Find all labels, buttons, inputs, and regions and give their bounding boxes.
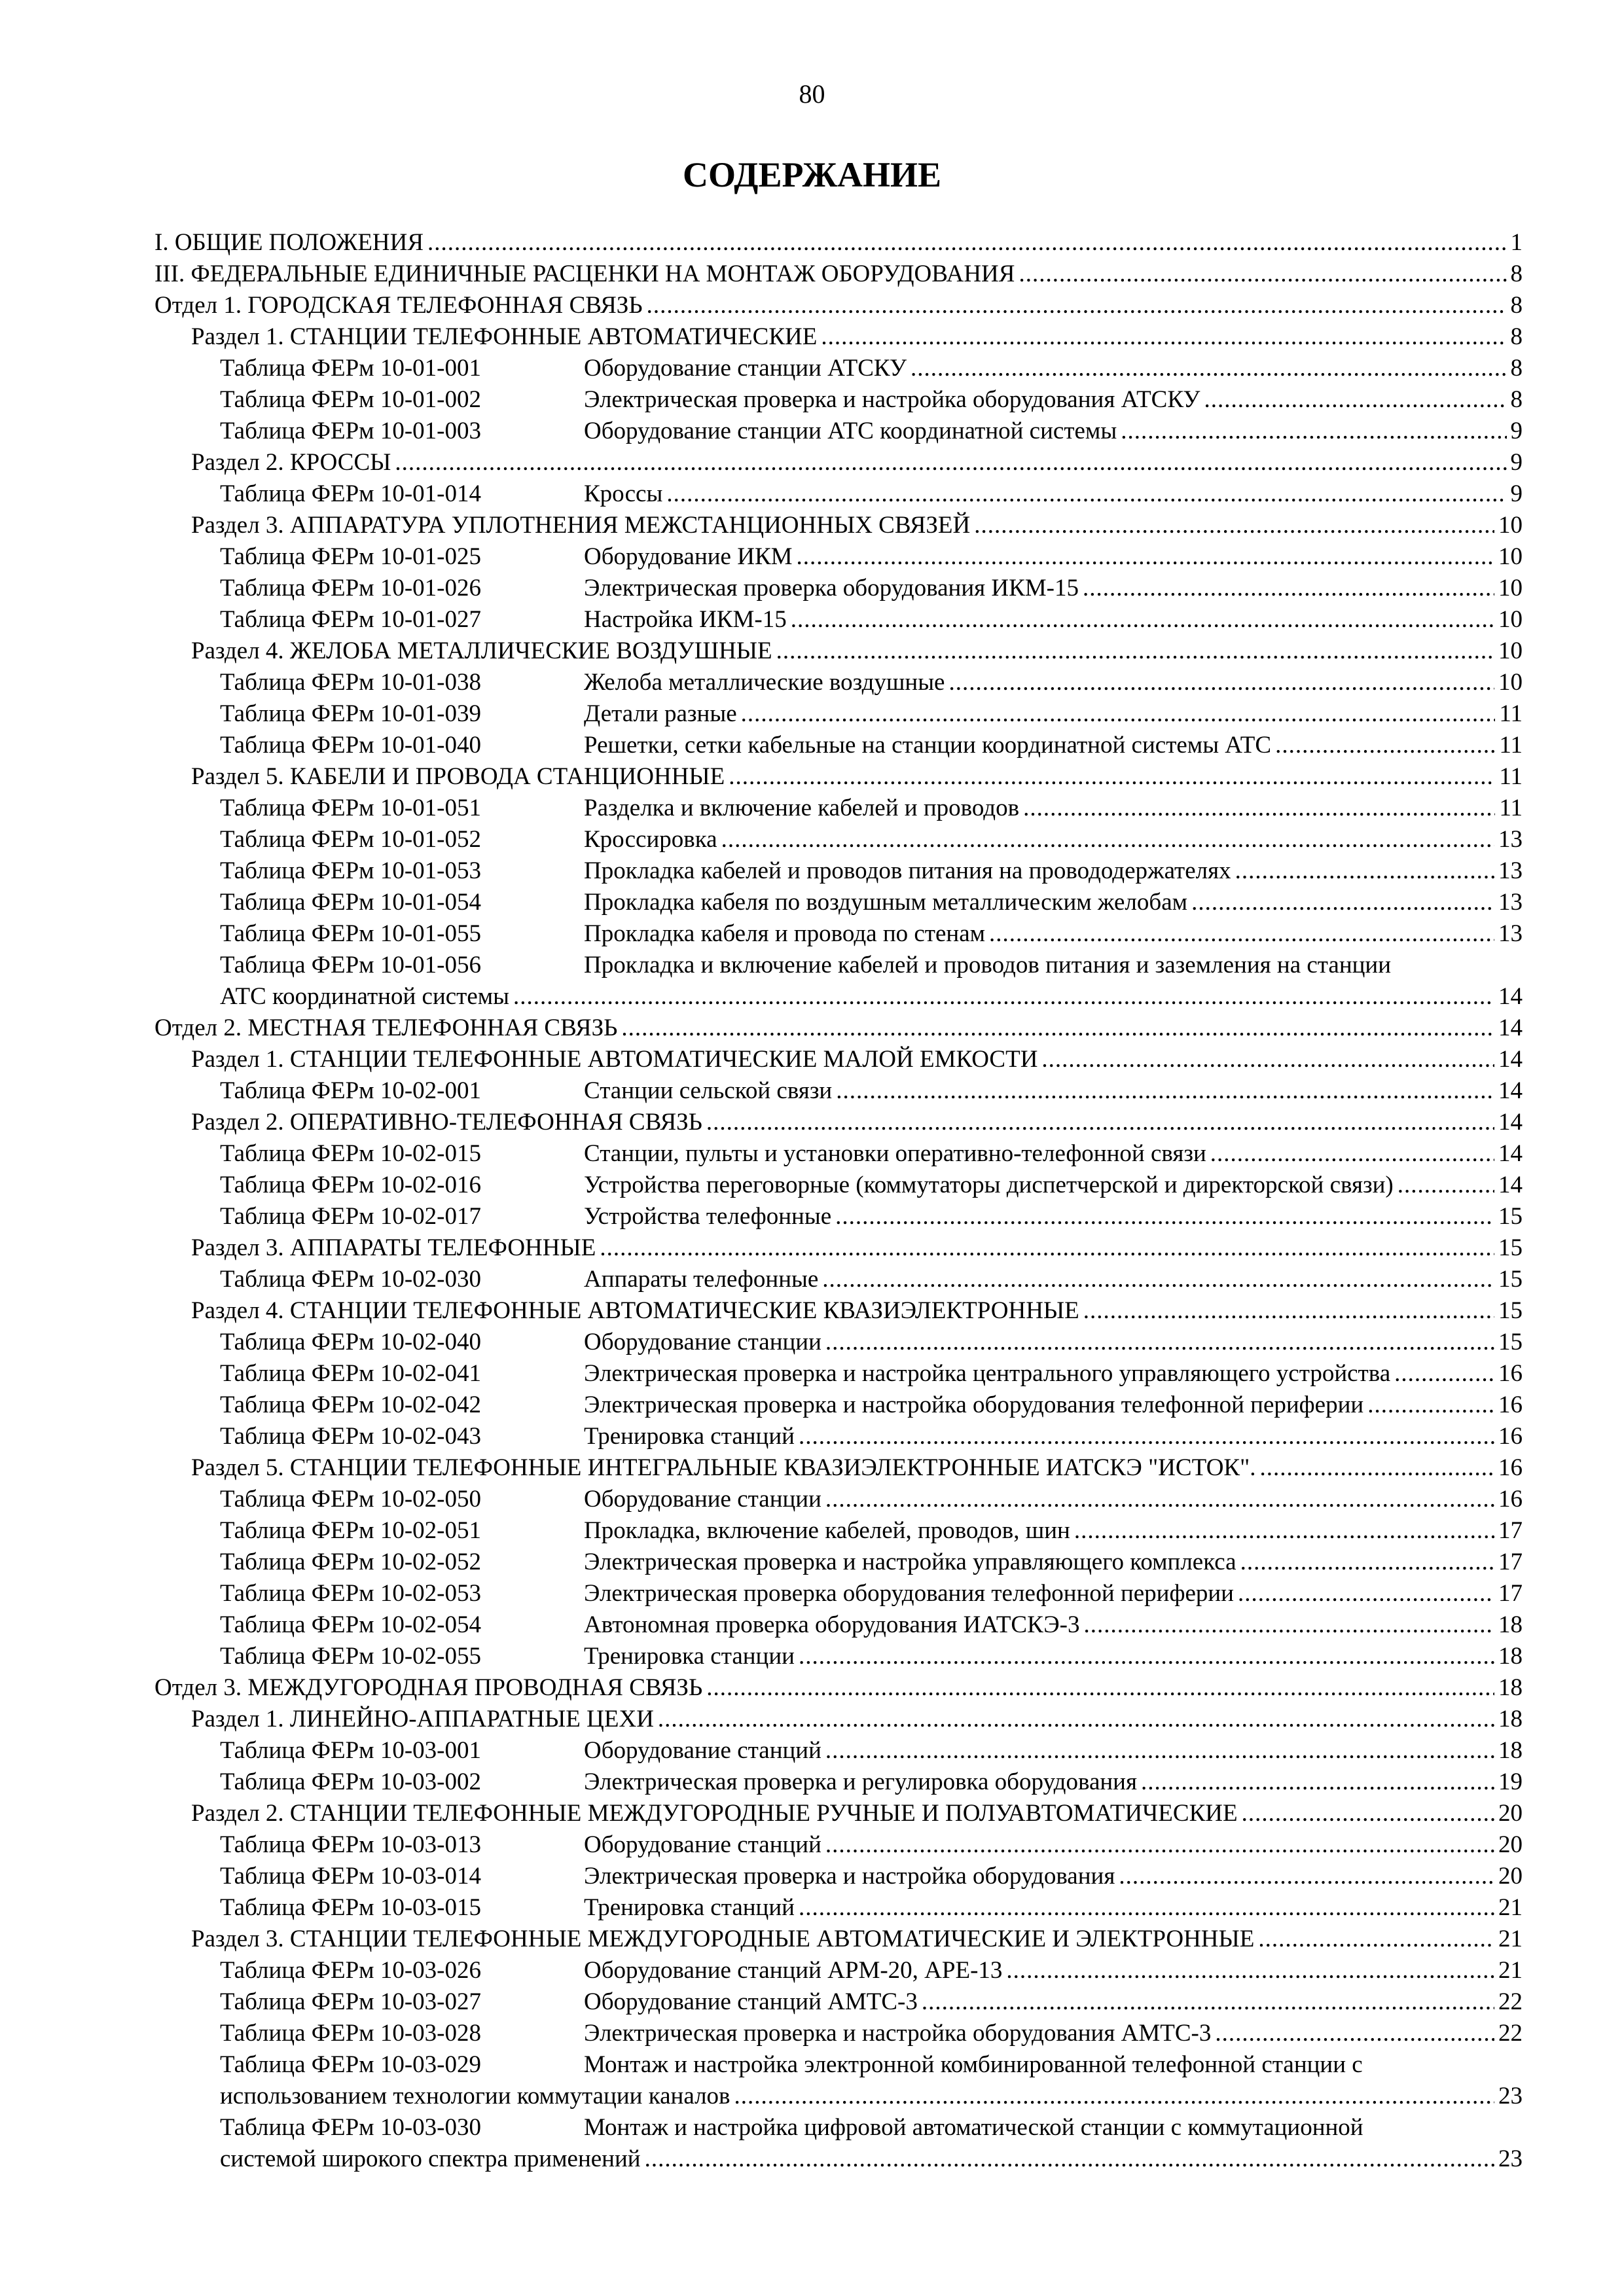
toc-entry[interactable] xyxy=(154,918,1523,950)
toc-entry-code: Таблица ФЕРм 10-03-027 xyxy=(220,1988,481,2015)
toc-entry-title: Кроссировка xyxy=(584,826,717,853)
toc-entry-code: Таблица ФЕРм 10-02-001 xyxy=(220,1077,481,1104)
toc-entry-page: 8 xyxy=(1510,260,1523,287)
toc-entry-page: 18 xyxy=(1498,1706,1523,1732)
toc-entry-code: Таблица ФЕРм 10-01-027 xyxy=(220,606,481,633)
toc-entry-title: Оборудование станции xyxy=(584,1486,821,1513)
toc-entry-code: Таблица ФЕРм 10-02-040 xyxy=(220,1329,481,1355)
toc-entry-title: Аппараты телефонные xyxy=(584,1266,819,1293)
toc-entry-page: 20 xyxy=(1498,1863,1523,1890)
toc-entry-code: Таблица ФЕРм 10-02-051 xyxy=(220,1517,481,1544)
toc-entry[interactable] xyxy=(154,1798,1523,1829)
dot-leader xyxy=(797,541,1494,573)
toc-entry-title-continued: системой широкого спектра применений xyxy=(220,2145,641,2172)
toc-entry-title: Разделка и включение кабелей и проводов xyxy=(584,795,1020,821)
toc-entry[interactable] xyxy=(154,321,1523,353)
toc-entry-title: Детали разные xyxy=(584,700,737,727)
dot-leader xyxy=(836,1075,1494,1107)
dot-leader xyxy=(1006,1955,1494,1986)
toc-entry-page: 13 xyxy=(1498,889,1523,916)
toc-entry-title: Настройка ИКМ-15 xyxy=(584,606,787,633)
toc-entry[interactable] xyxy=(154,447,1523,478)
toc-entry-title: Оборудование станции xyxy=(584,1329,821,1355)
toc-entry[interactable] xyxy=(154,290,1523,321)
toc-entry-page: 14 xyxy=(1498,1140,1523,1167)
toc-entry-title: Электрическая проверка и настройка оборудования АМТС-3 xyxy=(584,2020,1212,2047)
toc-entry-code: Таблица ФЕРм 10-02-030 xyxy=(220,1266,481,1293)
toc-entry-title: Прокладка кабеля и провода по стенам xyxy=(584,920,986,947)
toc-entry[interactable] xyxy=(154,541,1523,573)
toc-entry[interactable] xyxy=(154,1924,1523,1955)
toc-entry-page: 15 xyxy=(1498,1297,1523,1324)
toc-entry-title: Устройства переговорные (коммутаторы диспетчерской и директорской связи) xyxy=(584,1172,1394,1198)
dot-leader xyxy=(1215,2018,1494,2049)
dot-leader xyxy=(1083,1295,1494,1327)
toc-entry-page: 14 xyxy=(1498,1014,1523,1041)
toc-entry-title: Отдел 1. ГОРОДСКАЯ ТЕЛЕФОННАЯ СВЯЗЬ xyxy=(154,292,643,319)
toc-entry[interactable] xyxy=(154,1704,1523,1735)
toc-entry[interactable] xyxy=(154,636,1523,667)
toc-entry-code: Таблица ФЕРм 10-03-030 xyxy=(220,2114,481,2141)
dot-leader xyxy=(1019,259,1506,290)
toc-entry-title: Монтаж и настройка электронной комбинированной телефонной станции с xyxy=(584,2051,1363,2078)
toc-entry-title: Раздел 3. АППАРАТУРА УПЛОТНЕНИЯ МЕЖСТАНЦИОННЫХ СВЯЗЕЙ xyxy=(191,512,971,539)
toc-entry-title: Прокладка кабеля по воздушным металлическим желобам xyxy=(584,889,1188,916)
dot-leader xyxy=(666,478,1506,510)
dot-leader xyxy=(427,227,1506,259)
dot-leader xyxy=(706,1107,1494,1138)
toc-entry[interactable] xyxy=(154,1358,1523,1390)
dot-leader xyxy=(1191,887,1494,918)
dot-leader xyxy=(974,510,1494,541)
toc-entry-page: 13 xyxy=(1498,920,1523,947)
dot-leader xyxy=(734,2081,1494,2112)
toc-entry-title: Тренировка станций xyxy=(584,1423,795,1450)
toc-entry-title: Прокладка кабелей и проводов питания на провододержателях xyxy=(584,857,1231,884)
toc-entry-code: Таблица ФЕРм 10-01-055 xyxy=(220,920,481,947)
toc-entry-title: Прокладка и включение кабелей и проводов питания и заземления на станции xyxy=(584,952,1392,978)
toc-entry-title: Желоба металлические воздушные xyxy=(584,669,945,696)
toc-entry[interactable] xyxy=(154,1044,1523,1075)
toc-entry[interactable] xyxy=(154,1641,1523,1672)
toc-entry-page: 22 xyxy=(1498,1988,1523,2015)
toc-entry-code: Таблица ФЕРм 10-03-028 xyxy=(220,2020,481,2047)
dot-leader xyxy=(1258,1924,1494,1955)
toc-entry-title: Монтаж и настройка цифровой автоматической станции с коммутационной xyxy=(584,2114,1363,2141)
toc-entry[interactable] xyxy=(154,1421,1523,1452)
toc-entry-code: Таблица ФЕРм 10-03-029 xyxy=(220,2051,481,2078)
toc-entry-title: Раздел 2. КРОССЫ xyxy=(191,449,391,476)
toc-entry[interactable] xyxy=(154,1955,1523,1986)
toc-entry[interactable] xyxy=(154,259,1523,290)
toc-entry-page: 8 xyxy=(1510,355,1523,382)
toc-entry-page: 17 xyxy=(1498,1517,1523,1544)
toc-entry[interactable] xyxy=(154,2112,1523,2144)
toc-entry[interactable] xyxy=(154,1107,1523,1138)
dot-leader xyxy=(647,290,1507,321)
toc-entry-page: 21 xyxy=(1498,1926,1523,1952)
toc-entry[interactable] xyxy=(154,416,1523,447)
toc-entry-code: Таблица ФЕРм 10-01-053 xyxy=(220,857,481,884)
toc-entry-code: Таблица ФЕРм 10-02-043 xyxy=(220,1423,481,1450)
toc-entry-code: Таблица ФЕРм 10-01-040 xyxy=(220,732,481,759)
dot-leader xyxy=(776,636,1494,667)
toc-entry-page: 15 xyxy=(1498,1234,1523,1261)
dot-leader xyxy=(799,1421,1494,1452)
toc-entry-page: 14 xyxy=(1498,983,1523,1010)
toc-entry-code: Таблица ФЕРм 10-01-026 xyxy=(220,575,481,601)
dot-leader xyxy=(1083,573,1494,604)
toc-entry-code: Таблица ФЕРм 10-02-053 xyxy=(220,1580,481,1607)
dot-leader xyxy=(948,667,1494,698)
toc-entry-title: Раздел 3. СТАНЦИИ ТЕЛЕФОННЫЕ МЕЖДУГОРОДНЫЕ АВТОМАТИЧЕСКИЕ И ЭЛЕКТРОННЫЕ xyxy=(191,1926,1255,1952)
toc-entry-code: Таблица ФЕРм 10-03-015 xyxy=(220,1894,481,1921)
toc-entry[interactable] xyxy=(154,478,1523,510)
toc-entry-continuation[interactable] xyxy=(154,2081,1523,2112)
toc-entry[interactable] xyxy=(154,887,1523,918)
toc-entry-code: Таблица ФЕРм 10-02-055 xyxy=(220,1643,481,1670)
toc-entry-title: Кроссы xyxy=(584,480,663,507)
toc-entry-page: 23 xyxy=(1498,2145,1523,2172)
toc-entry-code: Таблица ФЕРм 10-01-056 xyxy=(220,952,481,978)
toc-entry[interactable] xyxy=(154,573,1523,604)
toc-entry-page: 21 xyxy=(1498,1957,1523,1984)
page-number: 80 xyxy=(799,79,825,109)
toc-entry-continuation[interactable] xyxy=(154,981,1523,1013)
dot-leader xyxy=(799,1892,1494,1924)
page-title: СОДЕРЖАНИЕ xyxy=(683,155,941,194)
toc-entry-title: Тренировка станций xyxy=(584,1894,795,1921)
toc-entry[interactable] xyxy=(154,1484,1523,1515)
toc-entry-title-continued: АТС координатной системы xyxy=(220,983,510,1010)
toc-entry-title: Устройства телефонные xyxy=(584,1203,832,1230)
toc-entry-code: Таблица ФЕРм 10-01-014 xyxy=(220,480,481,507)
toc-entry-page: 18 xyxy=(1498,1674,1523,1701)
toc-entry-page: 20 xyxy=(1498,1800,1523,1827)
toc-entry-page: 10 xyxy=(1498,606,1523,633)
toc-entry-title: Раздел 4. ЖЕЛОБА МЕТАЛЛИЧЕСКИЕ ВОЗДУШНЫЕ xyxy=(191,637,772,664)
toc-entry-title: Станции, пульты и установки оперативно-телефонной связи xyxy=(584,1140,1206,1167)
dot-leader xyxy=(721,824,1494,855)
dot-leader xyxy=(600,1232,1494,1264)
toc-entry-page: 18 xyxy=(1498,1643,1523,1670)
toc-entry-page: 23 xyxy=(1498,2083,1523,2109)
toc-entry-code: Таблица ФЕРм 10-01-002 xyxy=(220,386,481,413)
toc-entry-title: Оборудование станции АТС координатной системы xyxy=(584,418,1117,444)
dot-leader xyxy=(922,1986,1494,2018)
toc-entry[interactable] xyxy=(154,1075,1523,1107)
dot-leader xyxy=(1121,416,1506,447)
toc-entry-code: Таблица ФЕРм 10-02-050 xyxy=(220,1486,481,1513)
toc-entry[interactable] xyxy=(154,353,1523,384)
dot-leader xyxy=(1141,1767,1494,1798)
toc-entry[interactable] xyxy=(154,2018,1523,2049)
toc-entry-page: 16 xyxy=(1498,1423,1523,1450)
toc-entry[interactable] xyxy=(154,2049,1523,2081)
toc-entry-title: Станции сельской связи xyxy=(584,1077,833,1104)
toc-entry-code: Таблица ФЕРм 10-01-051 xyxy=(220,795,481,821)
toc-entry-title: Раздел 2. СТАНЦИИ ТЕЛЕФОННЫЕ МЕЖДУГОРОДНЫЕ РУЧНЫЕ И ПОЛУАВТОМАТИЧЕСКИЕ xyxy=(191,1800,1238,1827)
toc-entry-code: Таблица ФЕРм 10-01-001 xyxy=(220,355,481,382)
toc-entry-title: Электрическая проверка оборудования ИКМ-15 xyxy=(584,575,1079,601)
toc-entry[interactable] xyxy=(154,824,1523,855)
toc-entry[interactable] xyxy=(154,1201,1523,1232)
toc-entry-title: Оборудование станций xyxy=(584,1737,821,1764)
toc-entry-page: 9 xyxy=(1510,480,1523,507)
toc-entry-code: Таблица ФЕРм 10-01-038 xyxy=(220,669,481,696)
toc-entry-title: Оборудование ИКМ xyxy=(584,543,793,570)
toc-entry-title: Отдел 3. МЕЖДУГОРОДНАЯ ПРОВОДНАЯ СВЯЗЬ xyxy=(154,1674,703,1701)
toc-entry-title: Электрическая проверка и настройка оборудования xyxy=(584,1863,1115,1890)
dot-leader xyxy=(1398,1170,1494,1201)
toc-entry-title: Раздел 5. СТАНЦИИ ТЕЛЕФОННЫЕ ИНТЕГРАЛЬНЫЕ КВАЗИЭЛЕКТРОННЫЕ ИАТСКЭ "ИСТОК". xyxy=(191,1454,1256,1481)
toc-entry-page: 20 xyxy=(1498,1831,1523,1858)
toc-entry-title: Раздел 1. ЛИНЕЙНО-АППАРАТНЫЕ ЦЕХИ xyxy=(191,1706,654,1732)
toc-entry-title: Раздел 1. СТАНЦИИ ТЕЛЕФОННЫЕ АВТОМАТИЧЕСКИЕ xyxy=(191,323,818,350)
toc-entry-page: 18 xyxy=(1498,1611,1523,1638)
dot-leader xyxy=(1119,1861,1494,1892)
dot-leader xyxy=(911,353,1506,384)
toc-entry-title: Электрическая проверка и настройка центрального управляющего устройства xyxy=(584,1360,1391,1387)
toc-entry-title: Раздел 5. КАБЕЛИ И ПРОВОДА СТАНЦИОННЫЕ xyxy=(191,763,725,790)
toc-entry-title-continued: использованием технологии коммутации каналов xyxy=(220,2083,731,2109)
toc-entry[interactable] xyxy=(154,1452,1523,1484)
toc-entry-code: Таблица ФЕРм 10-01-003 xyxy=(220,418,481,444)
toc-entry-title: Оборудование станций АМТС-3 xyxy=(584,1988,918,2015)
toc-entry-title: Раздел 3. АППАРАТЫ ТЕЛЕФОННЫЕ xyxy=(191,1234,596,1261)
toc-entry-page: 15 xyxy=(1498,1266,1523,1293)
dot-leader xyxy=(395,447,1506,478)
toc-entry-page: 19 xyxy=(1498,1768,1523,1795)
toc-entry-code: Таблица ФЕРм 10-02-054 xyxy=(220,1611,481,1638)
toc-entry-title: Раздел 4. СТАНЦИИ ТЕЛЕФОННЫЕ АВТОМАТИЧЕСКИЕ КВАЗИЭЛЕКТРОННЫЕ xyxy=(191,1297,1079,1324)
toc-entry-page: 8 xyxy=(1510,323,1523,350)
toc-entry-title: Раздел 1. СТАНЦИИ ТЕЛЕФОННЫЕ АВТОМАТИЧЕСКИЕ МАЛОЙ ЕМКОСТИ xyxy=(191,1046,1038,1073)
toc-entry-page: 18 xyxy=(1498,1737,1523,1764)
toc-entry[interactable] xyxy=(154,1264,1523,1295)
dot-leader xyxy=(1083,1609,1494,1641)
toc-entry-page: 10 xyxy=(1498,575,1523,601)
dot-leader xyxy=(825,1735,1494,1767)
toc-entry[interactable] xyxy=(154,1609,1523,1641)
toc-entry-title: Электрическая проверка и настройка оборудования АТСКУ xyxy=(584,386,1200,413)
toc-entry[interactable] xyxy=(154,950,1523,981)
dot-leader xyxy=(1259,1452,1494,1484)
toc-entry[interactable] xyxy=(154,1578,1523,1609)
toc-entry[interactable] xyxy=(154,1295,1523,1327)
dot-leader xyxy=(791,604,1494,636)
toc-entry-code: Таблица ФЕРм 10-02-016 xyxy=(220,1172,481,1198)
toc-entry-page: 9 xyxy=(1510,418,1523,444)
toc-entry-page: 15 xyxy=(1498,1203,1523,1230)
toc-entry-page: 22 xyxy=(1498,2020,1523,2047)
toc-entry-code: Таблица ФЕРм 10-02-042 xyxy=(220,1391,481,1418)
toc-entry-page: 13 xyxy=(1498,826,1523,853)
dot-leader xyxy=(989,918,1494,950)
toc-entry-title: Прокладка, включение кабелей, проводов, шин xyxy=(584,1517,1070,1544)
dot-leader xyxy=(825,1327,1494,1358)
toc-entry[interactable] xyxy=(154,1735,1523,1767)
toc-entry-page: 11 xyxy=(1499,700,1523,727)
toc-entry[interactable] xyxy=(154,1232,1523,1264)
toc-entry-title: Оборудование станции АТСКУ xyxy=(584,355,907,382)
toc-entry[interactable] xyxy=(154,793,1523,824)
dot-leader xyxy=(1242,1798,1494,1829)
dot-leader xyxy=(1238,1578,1494,1609)
dot-leader xyxy=(1240,1547,1494,1578)
toc-entry-code: Таблица ФЕРм 10-01-054 xyxy=(220,889,481,916)
toc-entry[interactable] xyxy=(154,1861,1523,1892)
toc-entry-title: Решетки, сетки кабельные на станции координатной системы АТС xyxy=(584,732,1272,759)
toc-entry-page: 15 xyxy=(1498,1329,1523,1355)
dot-leader xyxy=(658,1704,1494,1735)
dot-leader xyxy=(741,698,1496,730)
toc-entry-code: Таблица ФЕРм 10-02-052 xyxy=(220,1549,481,1575)
toc-entry-page: 10 xyxy=(1498,637,1523,664)
toc-entry-title: I. ОБЩИЕ ПОЛОЖЕНИЯ xyxy=(154,229,424,256)
toc-entry[interactable] xyxy=(154,510,1523,541)
toc-entry-page: 11 xyxy=(1499,732,1523,759)
toc-entry-title: Отдел 2. МЕСТНАЯ ТЕЛЕФОННАЯ СВЯЗЬ xyxy=(154,1014,618,1041)
toc-entry-page: 8 xyxy=(1510,386,1523,413)
toc-entry-page: 17 xyxy=(1498,1549,1523,1575)
dot-leader xyxy=(1394,1358,1494,1390)
toc-entry-title: III. ФЕДЕРАЛЬНЫЕ ЕДИНИЧНЫЕ РАСЦЕНКИ НА МОНТАЖ ОБОРУДОВАНИЯ xyxy=(154,260,1015,287)
toc-entry[interactable] xyxy=(154,384,1523,416)
toc-entry-page: 10 xyxy=(1498,543,1523,570)
toc-entry-page: 21 xyxy=(1498,1894,1523,1921)
toc-entry[interactable] xyxy=(154,1986,1523,2018)
toc-entry-page: 14 xyxy=(1498,1046,1523,1073)
dot-leader xyxy=(1041,1044,1494,1075)
toc-entry-code: Таблица ФЕРм 10-02-015 xyxy=(220,1140,481,1167)
toc-entry[interactable] xyxy=(154,604,1523,636)
toc-entry-page: 11 xyxy=(1499,763,1523,790)
toc-entry[interactable] xyxy=(154,1672,1523,1704)
dot-leader xyxy=(729,761,1495,793)
dot-leader xyxy=(1275,730,1495,761)
toc-entry-page: 16 xyxy=(1498,1360,1523,1387)
toc-entry[interactable] xyxy=(154,667,1523,698)
toc-entry-code: Таблица ФЕРм 10-03-002 xyxy=(220,1768,481,1795)
toc-entry[interactable] xyxy=(154,1327,1523,1358)
toc-entry-code: Таблица ФЕРм 10-01-039 xyxy=(220,700,481,727)
toc-entry-code: Таблица ФЕРм 10-03-001 xyxy=(220,1737,481,1764)
dot-leader xyxy=(706,1672,1494,1704)
toc-entry-code: Таблица ФЕРм 10-03-014 xyxy=(220,1863,481,1890)
table-of-contents xyxy=(154,227,1523,2175)
dot-leader xyxy=(799,1641,1494,1672)
toc-entry-code: Таблица ФЕРм 10-02-017 xyxy=(220,1203,481,1230)
toc-entry-title: Электрическая проверка оборудования телефонной периферии xyxy=(584,1580,1234,1607)
dot-leader xyxy=(1204,384,1506,416)
toc-entry-title: Автономная проверка оборудования ИАТСКЭ-3 xyxy=(584,1611,1080,1638)
toc-entry[interactable] xyxy=(154,1138,1523,1170)
dot-leader xyxy=(822,1264,1494,1295)
toc-entry-page: 16 xyxy=(1498,1454,1523,1481)
toc-entry-code: Таблица ФЕРм 10-03-013 xyxy=(220,1831,481,1858)
toc-entry-page: 1 xyxy=(1510,229,1523,256)
toc-entry-page: 16 xyxy=(1498,1486,1523,1513)
toc-entry-page: 17 xyxy=(1498,1580,1523,1607)
toc-entry[interactable] xyxy=(154,1767,1523,1798)
toc-entry-continuation[interactable] xyxy=(154,2144,1523,2175)
toc-entry[interactable] xyxy=(154,1892,1523,1924)
dot-leader xyxy=(821,321,1506,353)
toc-entry-page: 14 xyxy=(1498,1109,1523,1136)
dot-leader xyxy=(1023,793,1495,824)
dot-leader xyxy=(825,1484,1494,1515)
toc-entry-page: 10 xyxy=(1498,512,1523,539)
toc-entry[interactable] xyxy=(154,1013,1523,1044)
toc-entry-page: 9 xyxy=(1510,449,1523,476)
toc-entry-code: Таблица ФЕРм 10-03-026 xyxy=(220,1957,481,1984)
toc-entry-page: 10 xyxy=(1498,669,1523,696)
toc-entry[interactable] xyxy=(154,1547,1523,1578)
toc-entry-title: Тренировка станции xyxy=(584,1643,795,1670)
toc-entry[interactable] xyxy=(154,730,1523,761)
dot-leader xyxy=(1367,1390,1494,1421)
dot-leader xyxy=(825,1829,1494,1861)
toc-entry-code: Таблица ФЕРм 10-02-041 xyxy=(220,1360,481,1387)
dot-leader xyxy=(1235,855,1494,887)
toc-entry-title: Электрическая проверка и регулировка оборудования xyxy=(584,1768,1137,1795)
toc-entry-title: Раздел 2. ОПЕРАТИВНО-ТЕЛЕФОННАЯ СВЯЗЬ xyxy=(191,1109,702,1136)
dot-leader xyxy=(621,1013,1494,1044)
toc-entry-page: 14 xyxy=(1498,1172,1523,1198)
toc-entry[interactable] xyxy=(154,227,1523,259)
toc-entry-page: 8 xyxy=(1510,292,1523,319)
toc-entry-title: Электрическая проверка и настройка управляющего комплекса xyxy=(584,1549,1236,1575)
toc-entry-title: Оборудование станций xyxy=(584,1831,821,1858)
toc-entry[interactable] xyxy=(154,1515,1523,1547)
toc-entry-title: Электрическая проверка и настройка оборудования телефонной периферии xyxy=(584,1391,1364,1418)
toc-entry[interactable] xyxy=(154,1829,1523,1861)
toc-entry-page: 11 xyxy=(1499,795,1523,821)
dot-leader xyxy=(513,981,1494,1013)
toc-entry[interactable] xyxy=(154,698,1523,730)
toc-entry-code: Таблица ФЕРм 10-01-025 xyxy=(220,543,481,570)
dot-leader xyxy=(835,1201,1494,1232)
toc-entry[interactable] xyxy=(154,1390,1523,1421)
toc-entry[interactable] xyxy=(154,1170,1523,1201)
toc-entry[interactable] xyxy=(154,855,1523,887)
toc-entry-page: 14 xyxy=(1498,1077,1523,1104)
toc-entry-page: 13 xyxy=(1498,857,1523,884)
dot-leader xyxy=(1074,1515,1494,1547)
toc-entry[interactable] xyxy=(154,761,1523,793)
dot-leader xyxy=(645,2144,1494,2175)
toc-entry-page: 16 xyxy=(1498,1391,1523,1418)
toc-entry-title: Оборудование станций АРМ-20, АРЕ-13 xyxy=(584,1957,1003,1984)
dot-leader xyxy=(1210,1138,1494,1170)
toc-entry-code: Таблица ФЕРм 10-01-052 xyxy=(220,826,481,853)
